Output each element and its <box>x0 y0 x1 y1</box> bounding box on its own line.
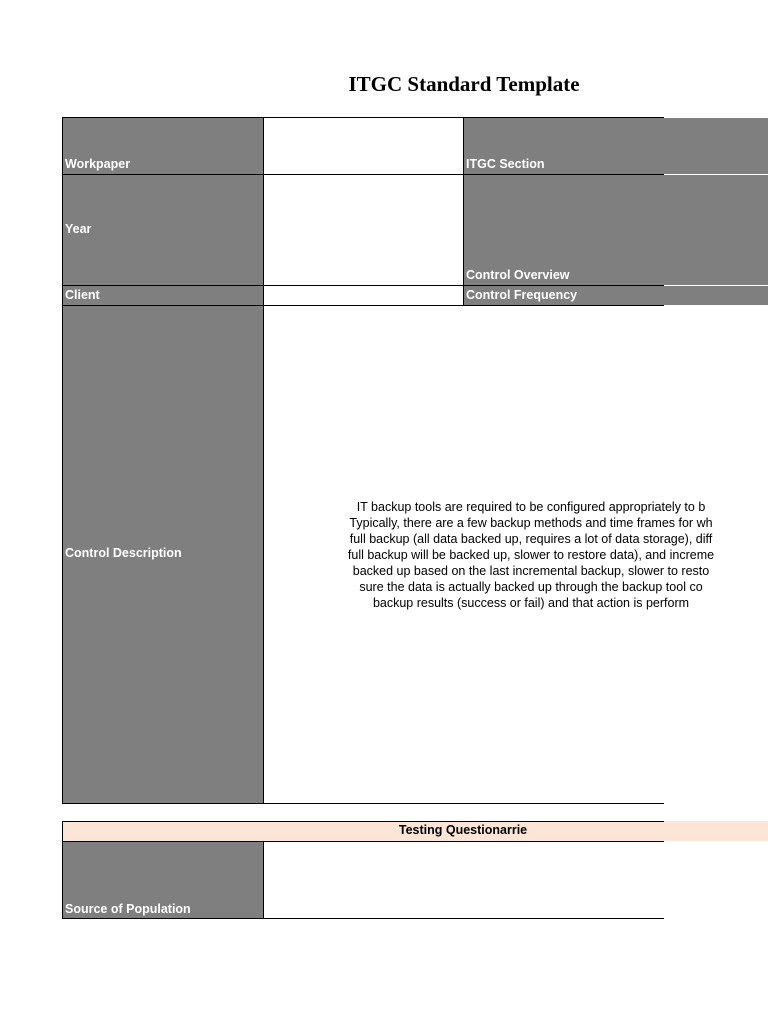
itgc-section-label-cell <box>464 118 768 174</box>
client-value-cell[interactable] <box>264 286 463 305</box>
source-of-population-value-cell[interactable] <box>264 842 664 918</box>
control-overview-label-cell <box>464 175 768 285</box>
year-label: Year <box>65 222 92 236</box>
description-line: sure the data is actually backed up through the backup tool co <box>359 580 703 594</box>
description-line: full backup will be backed up, slower to restore data), and increme <box>347 548 715 562</box>
description-line: backup results (success or fail) and that action is perform <box>372 596 690 610</box>
itgc-section-label: ITGC Section <box>466 157 545 171</box>
year-value-cell[interactable] <box>264 175 463 285</box>
grid-line <box>62 117 63 804</box>
workpaper-label-cell <box>63 118 263 174</box>
control-description-label: Control Description <box>65 546 182 560</box>
grid-line <box>62 174 664 175</box>
grid-line <box>62 841 664 842</box>
control-frequency-label-cell <box>464 286 768 305</box>
control-frequency-label: Control Frequency <box>466 288 578 302</box>
workpaper-label: Workpaper <box>65 157 131 171</box>
grid-line <box>62 918 664 919</box>
description-line: Typically, there are a few backup methods and time frames for wh <box>349 516 713 530</box>
grid-line <box>463 117 464 306</box>
client-label-cell <box>63 286 263 305</box>
grid-line <box>62 285 664 286</box>
description-line: backed up based on the last incremental backup, slower to resto <box>352 564 710 578</box>
source-of-population-label: Source of Population <box>65 902 191 916</box>
grid-line <box>62 305 664 306</box>
client-label: Client <box>65 288 100 302</box>
grid-line <box>62 117 664 118</box>
control-description-label-cell <box>63 306 263 803</box>
source-of-population-label-cell <box>63 842 263 918</box>
grid-line <box>263 117 264 804</box>
year-label-cell <box>63 175 263 285</box>
page-title: ITGC Standard Template <box>348 72 580 96</box>
grid-line <box>62 821 63 919</box>
grid-line <box>62 803 664 804</box>
testing-header: Testing Questionarrie <box>398 823 528 837</box>
grid-line <box>62 821 664 822</box>
description-line: full backup (all data backed up, requires a lot of data storage), diff <box>349 532 713 546</box>
description-line: IT backup tools are required to be configured appropriately to b <box>356 500 706 514</box>
grid-line <box>263 841 264 919</box>
workpaper-value-cell[interactable] <box>264 118 463 174</box>
control-description-text <box>263 499 768 611</box>
control-overview-label: Control Overview <box>466 268 570 282</box>
